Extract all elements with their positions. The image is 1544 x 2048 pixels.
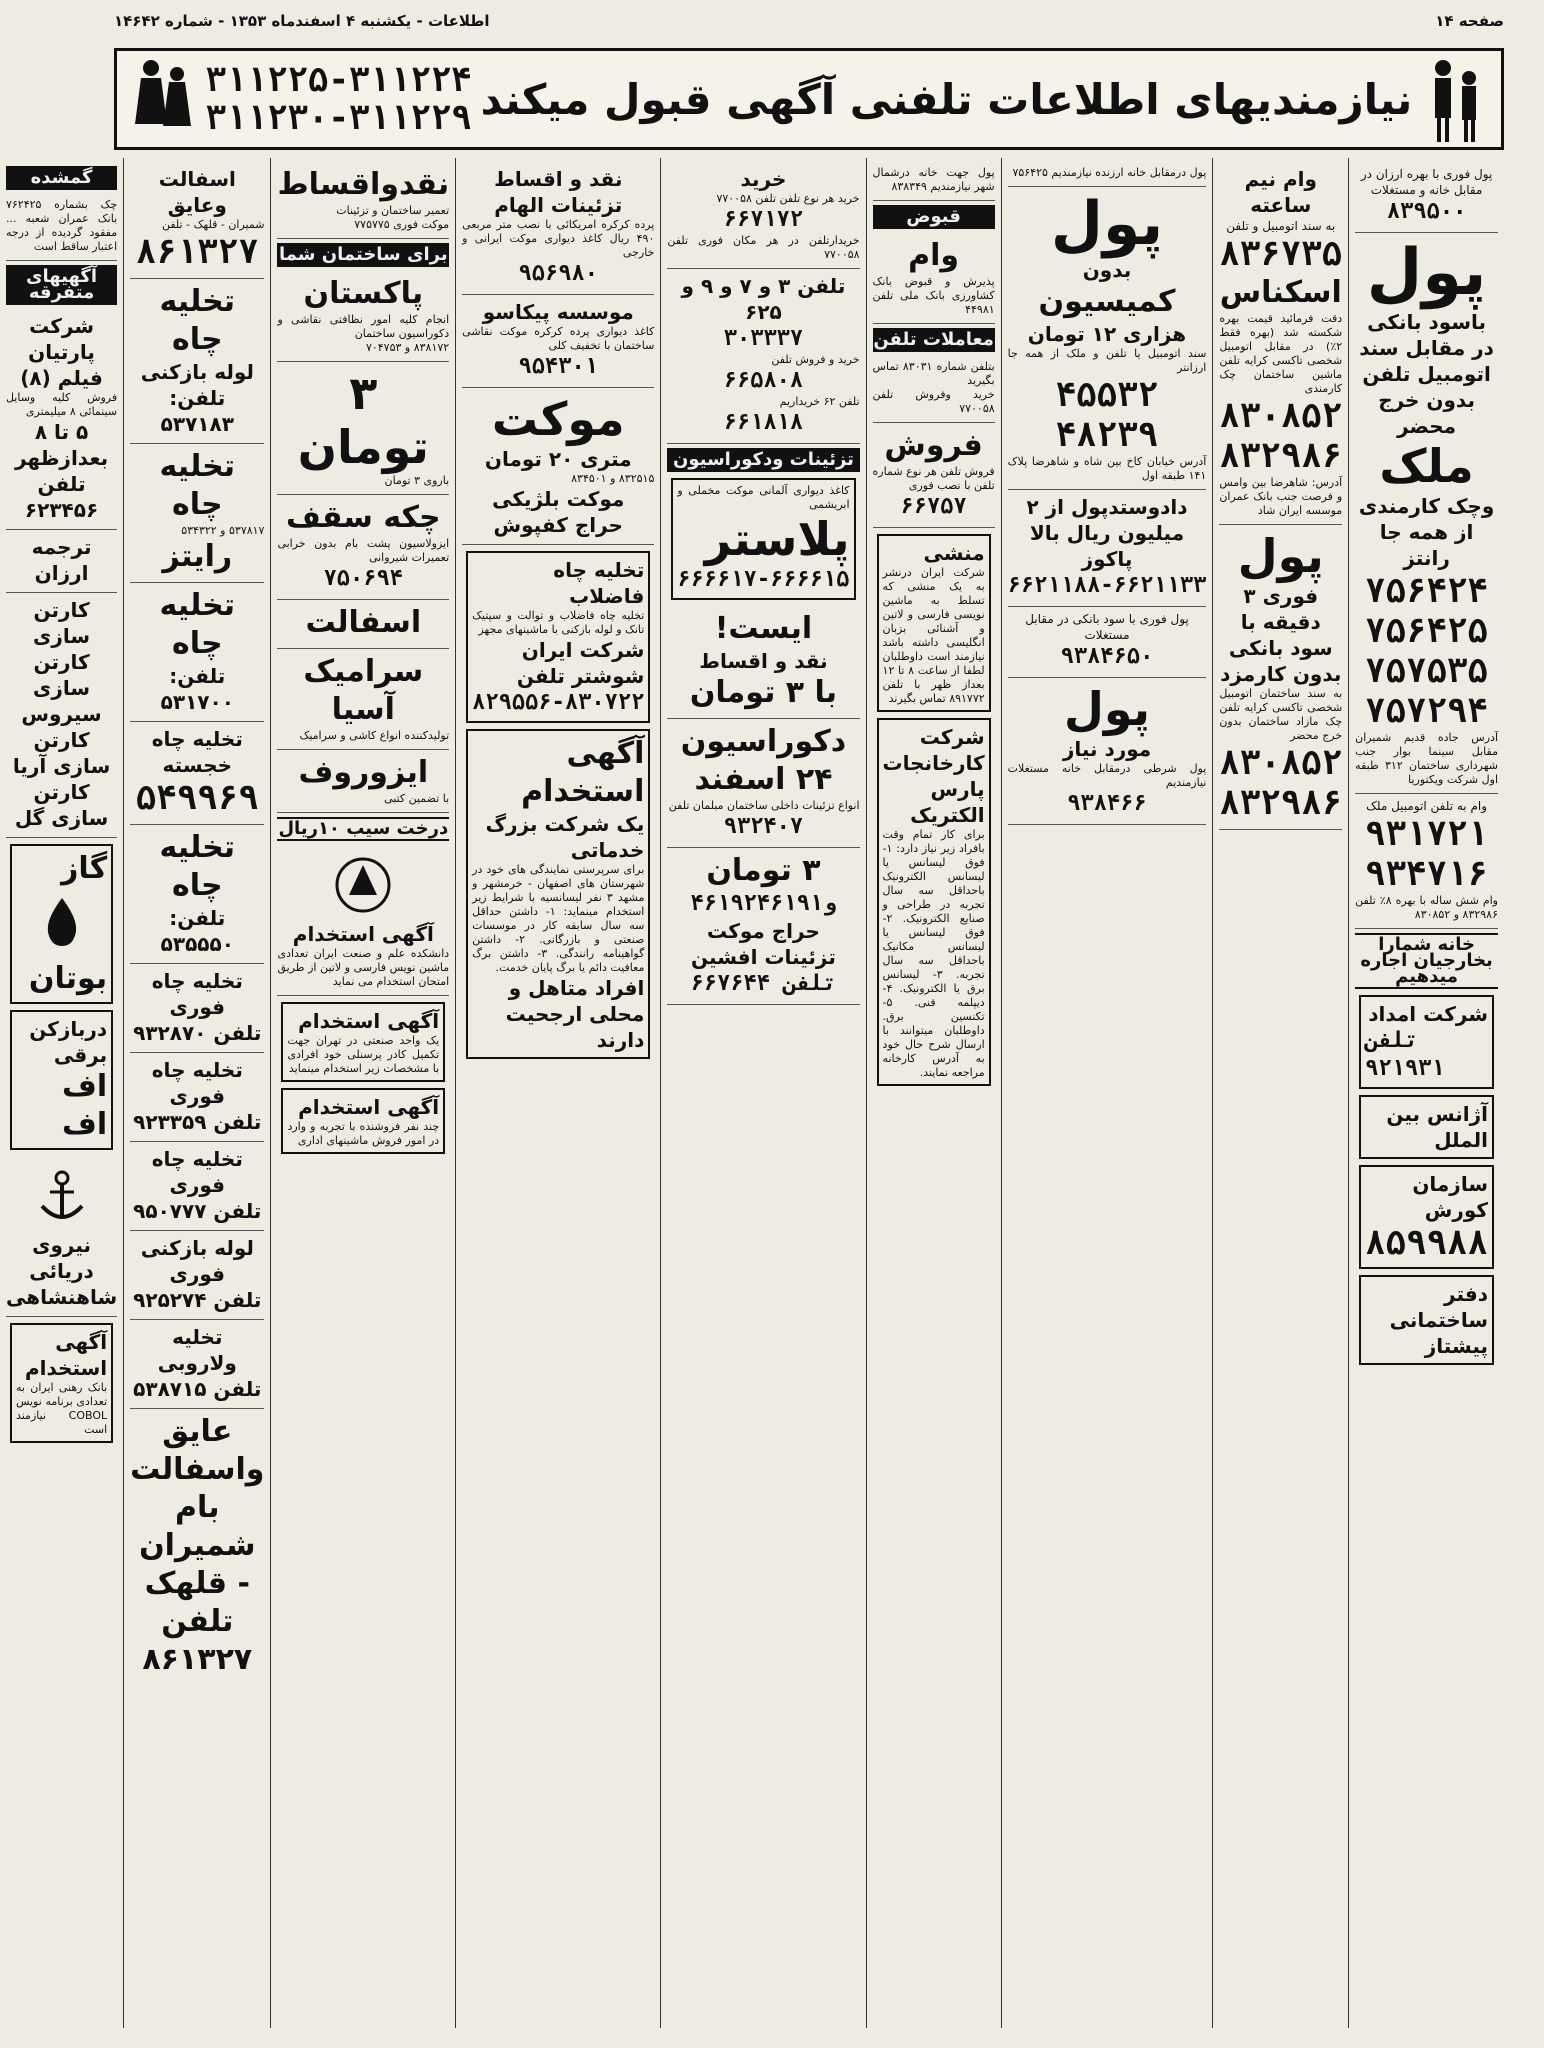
ad-moamelat — [873, 356, 995, 423]
ad-emdad — [1359, 995, 1494, 1089]
ad-text: نقد و اقساط — [494, 167, 623, 191]
column-2 — [1212, 158, 1348, 2028]
ad-text: شرکت ایران شوشتر تلفن — [516, 638, 645, 688]
ad-phone: ۹۳۱۷۲۱ — [1365, 814, 1488, 854]
ad-translation — [6, 530, 117, 593]
ad-phone: تلفن ۹۳۲۸۷۰ — [133, 1021, 262, 1045]
ad-takhliye-4 — [130, 825, 264, 964]
ad-headline: پول — [1050, 189, 1164, 259]
ad-text: لوله بازکنی — [140, 360, 254, 384]
women-illustration-icon — [127, 54, 197, 144]
ad-headline: آگهی استخدام — [24, 1330, 108, 1380]
ad-text: پول فوری با بهره ارزان در مقابل خانه و مستغلات — [1360, 167, 1493, 197]
ad-fazlab — [466, 551, 650, 723]
ad-phone: ۵۳۷۸۱۷ و ۵۳۴۳۲۲ — [181, 524, 265, 537]
ad-headline: ۳ تومان — [297, 366, 429, 474]
ad-international — [1359, 1095, 1494, 1159]
ad-carton — [6, 593, 117, 838]
ad-moket — [462, 388, 654, 545]
ad-headline: شرکت امداد — [1368, 1002, 1488, 1026]
ad-phone: ۸۳۰۸۵۲ — [1219, 396, 1343, 436]
issue-line: اطلاعات - یکشنبه ۴ اسفندماه ۱۳۵۳ - شماره ۱۴۶۴۲ — [114, 12, 490, 30]
section-lost: گمشده — [6, 166, 117, 190]
ad-lolebazkon — [130, 1231, 264, 1320]
column-6 — [455, 158, 660, 2028]
ad-text: بانک رهنی ایران به تعدادی برنامه نویس COBOL نیازمند است — [15, 1381, 108, 1436]
banner-phones — [206, 61, 472, 137]
ad-address: آدرس: شاهرضا بین وامس و فرصت جنب بانک عمران موسسه ایران شاد — [1219, 476, 1343, 517]
ad-text: کارتن سازی سیروس — [21, 650, 102, 726]
ad-phone: ۶۶۲۱۱۸۸-۶۶۲۱۱۳۳ — [1007, 573, 1207, 598]
ad-headline: کارتن سازی — [33, 598, 91, 648]
ad-cheke-saghf — [277, 495, 449, 600]
ad-headline: ۲۴ اسفند — [694, 762, 833, 797]
ad-lost-check — [6, 194, 117, 261]
ad-asphalt — [277, 600, 449, 649]
ad-headline: تخلیه چاه فاضلاب — [553, 558, 645, 608]
ad-headline: تلفن ۳ و ۷ و ۹ و ۶۲۵ — [681, 274, 846, 324]
ad-text: تخلیه چاه فاضلاب و توالت و سپتیک تانک و لوله بازکنی با ماشینهای مجهز — [472, 609, 645, 636]
ad-pool-needed — [1008, 678, 1207, 825]
ad-text: نقد و اقساط — [699, 649, 828, 673]
ad-half-hour-loan — [1219, 162, 1342, 525]
ad-phone: ۸۳۲۵۱۵ و ۸۳۴۵۰۱ — [571, 472, 655, 485]
rent-section-title: خانه شمارا بخارجیان اجاره میدهیم — [1355, 933, 1498, 989]
ad-headline: تخلیه چاه فوری — [151, 1147, 243, 1197]
ad-headline: دادوستدپول از ۲ میلیون ریال بالا پاکوز — [1026, 495, 1188, 571]
ad-elham — [462, 162, 654, 295]
ad-pool-bank — [1355, 233, 1498, 794]
page-label: صفحه ۱۴ — [1435, 12, 1504, 30]
ad-asphalt-aiegh — [130, 162, 264, 279]
ad-headline: تخلیه چاه — [159, 588, 236, 661]
ad-text: افراد متاهل و محلی ارجحیت دارند — [505, 976, 645, 1052]
ad-headline: آژانس بین الملل — [1386, 1102, 1488, 1152]
ad-kharid — [667, 162, 859, 269]
ad-phone: تلفن ۹۲۳۳۵۹ — [133, 1110, 262, 1134]
ad-text: فوری ۳ دقیقه با سود بانکی بدون کارمزد — [1220, 584, 1342, 686]
ad-headline: دفتر ساختمانی پیشتاز — [1389, 1282, 1488, 1358]
ad-headline: پول — [1237, 529, 1324, 583]
ad-phone: ۷۵۷۲۹۴ — [1365, 691, 1488, 731]
ad-izoroof — [277, 750, 449, 813]
ad-phone: ۸۳۲۹۸۶ — [1219, 783, 1343, 823]
ad-headline: حراج کفپوش — [493, 513, 623, 537]
ad-estekhdam-3 — [281, 1088, 445, 1154]
ad-apple-tree: درخت سیب ۱۰ریال — [278, 818, 449, 839]
ad-headline: پول — [1063, 682, 1151, 736]
ad-pishtaz — [1359, 1275, 1494, 1365]
ad-takhliye-5 — [130, 1142, 264, 1231]
ad-loan-intro — [1355, 162, 1498, 233]
ad-headline: تخلیه چاه — [159, 830, 236, 903]
ad-phone: تلفن: ۵۳۱۷۰۰ — [160, 664, 234, 714]
ad-headline: آگهی استخدام — [298, 1095, 440, 1119]
ad-text: خرید وفروش تلفن ۷۷۰۰۵۸ — [872, 388, 995, 415]
ad-takhliye-fori-2 — [130, 1053, 264, 1142]
ad-monshi — [877, 534, 991, 712]
ad-ist — [667, 606, 859, 719]
ad-headline: گاز — [61, 851, 108, 886]
ad-text: چند نفر فروشنده با تجربه و وارد در امور فروش ماشینهای اداری — [287, 1120, 440, 1147]
ad-phone: تلفن ۹۲۱۹۳۱ — [1365, 1028, 1445, 1081]
ad-headline: شرکت کارخانجات پارس الکتریک — [882, 725, 985, 827]
ad-takhliye-3 — [130, 583, 264, 722]
ad-text: پرده کرکره امریکائی با نصب متر مربعی ۴۹۰ ریال کاغذ دیواری موکت ایرانی و خارجی — [462, 218, 655, 259]
university-logo-icon — [277, 855, 449, 915]
ad-phone: ۷۵۶۴۲۴ — [1365, 571, 1488, 611]
ad-headline: اسکناس — [1219, 275, 1342, 310]
section-misc: آگهیهای متفرقه — [6, 265, 117, 305]
ad-no-commission — [1008, 187, 1207, 490]
ad-seramik — [277, 649, 449, 750]
ad-headline: ایزوروف — [298, 755, 429, 790]
ad-text: به سند اتومبیل و تلفن — [1226, 219, 1336, 233]
ad-headline: اسفالت — [305, 605, 422, 640]
ad-phone: تلفن: ۵۳۵۵۵۰ — [160, 906, 234, 956]
ad-phone: ۳۰۳۳۳۷ — [723, 326, 804, 351]
ad-phone: ۷۵۰۶۹۴ — [323, 566, 404, 591]
ad-headline: چکه سقف — [286, 500, 441, 535]
ad-text: فروش تلفن هر نوع شماره تلفن با نصب فوری — [872, 465, 995, 492]
ad-headline: وام — [908, 238, 960, 273]
ad-phone: تلفن ۶۲۳۴۵۶ — [24, 472, 99, 522]
ad-vam — [873, 233, 995, 324]
ad-phone: تلفن ۵۳۸۷۱۵ — [133, 1377, 262, 1401]
classifieds-grid — [5, 158, 1504, 2028]
ad-phone: ۴۸۲۳۹ — [1055, 415, 1159, 455]
ad-picaso — [462, 295, 654, 388]
ad-phone: تلفن ۸۶۱۳۲۷ — [142, 1604, 253, 1677]
ad-phone: ۸۳۹۵۰۰ — [1386, 199, 1467, 224]
ad-text: کارتن سازی آریا — [12, 728, 111, 778]
ad-plaster — [671, 478, 855, 600]
ad-headline: موکت — [491, 392, 625, 446]
column-7 — [270, 158, 455, 2028]
ad-text: هزاری ۱۲ تومان — [1027, 322, 1187, 346]
ad-headline: با ۳ تومان — [689, 675, 838, 710]
ad-text: انواع تزئینات داخلی ساختمان مبلمان تلفن — [668, 799, 860, 812]
ad-phone: ۶۶۷۵۷ — [900, 494, 967, 519]
ad-door-opener — [10, 1010, 113, 1150]
ad-3toman — [667, 848, 859, 1005]
ad-headline: لوله بازکنی فوری — [140, 1236, 254, 1286]
ad-headline: پاکستان — [303, 276, 424, 311]
ad-phone: ۸۳۰۸۵۲ — [1219, 743, 1343, 783]
ad-phone: ۸۳۲۹۸۶ — [1219, 436, 1343, 476]
ad-headline: تخلیه چاه — [159, 449, 236, 522]
ad-headline: نیروی دریائی شاهنشاهی — [5, 1233, 118, 1309]
ad-text: شمیران - قلهک — [139, 1528, 256, 1601]
ad-headline: تزئینات افشین — [691, 945, 836, 969]
ad-phone: ۸۲۹۵۵۶-۸۳۰۷۲۲ — [472, 690, 645, 715]
ad-butan-gas — [10, 844, 113, 1004]
ad-text: با تضمین کتبی — [384, 792, 450, 805]
ad-vali — [130, 1320, 264, 1409]
ad-headline: کمیسیون — [1038, 284, 1176, 319]
navy-anchor-icon — [6, 1166, 117, 1226]
ad-text: کاغذ دیواری آلمانی موکت مخملی و ابریشمی — [677, 484, 850, 511]
ad-phone: ۸۶۱۳۲۷ — [135, 232, 259, 272]
ad-vam — [1008, 607, 1207, 678]
ad-headline: عایق واسفالت بام — [130, 1414, 265, 1525]
ad-text: وام شش ساله با بهره ۸٪ تلفن ۸۳۲۹۸۶ و ۸۳۰۸۵۲ — [1355, 894, 1498, 921]
ad-pool-3min — [1219, 525, 1342, 830]
ad-text: تولیدکننده انواع کاشی و سرامیک — [299, 729, 450, 742]
ad-text: ۵ تا ۸ بعدازظهر — [14, 420, 109, 470]
ad-text: پول جهت خانه درشمال شهر نیازمندیم ۸۳۸۳۴۹ — [872, 166, 995, 193]
ad-headline: آگهی استخدام — [521, 736, 645, 809]
ad-headline: تخلیه چاه فوری — [151, 1058, 243, 1108]
ad-headline: تخلیه چاه خجسته — [151, 727, 243, 777]
page-header — [114, 12, 1504, 36]
ad-dado — [1008, 490, 1207, 607]
ad-phone: ۷۵۷۵۳۵ — [1365, 651, 1488, 691]
ad-phone: تلفن: ۵۳۷۱۸۳ — [160, 386, 234, 436]
ad-headline: مورد نیاز — [1062, 737, 1152, 761]
ad-naghd-aghsat — [277, 162, 449, 239]
ad-car-loan — [1355, 794, 1498, 929]
gas-flame-icon — [16, 894, 107, 954]
ad-headline: ۳ تومان — [706, 853, 821, 888]
ad-text: شمیران - قلهک - تلفن — [161, 218, 265, 231]
ad-headline: ملک — [1379, 439, 1474, 493]
ad-headline: تزئینات الهام — [494, 193, 623, 217]
ad-3toman — [277, 362, 449, 495]
ad-text: خرید و فروش تلفن — [771, 353, 860, 366]
ad-phone: ۴۵۵۳۲ — [1055, 375, 1159, 415]
section-zinat: تزئینات ودکوراسیون — [667, 448, 859, 472]
ad-headline: تخلیه چاه فوری — [151, 969, 243, 1019]
ad-address: آدرس خیابان کاخ بین شاه و شاهرضا پلاک ۱۴۱ طبقه اول — [1007, 455, 1207, 482]
ad-text: بتلفن شماره ۸۳۰۳۱ تماس بگیرید — [872, 360, 995, 387]
ad-text: چک بشماره ۷۶۲۴۲۵ بانک عمران شعبه ... مفقود گردیده از درجه اعتبار ساقط است — [5, 198, 118, 253]
ad-headline: منشی — [923, 541, 985, 565]
ad-text: یک شرکت بزرگ خدماتی — [485, 812, 645, 862]
ad-text: تلفن ۶۲ خریداریم — [779, 395, 860, 408]
ad-text: برای کار تمام وقت بافراد زیر نیاز دارد: ۱- فوق لیسانس یا لیسانس الکترونیک باحداقل سه سال تجربه در طراحی و صنایع الکترونیک. ۲- فوق لیسانس یا لیسانس مکانیک باحداقل سه سال تجربه. ۳- لیسانس برق یا الکترونیک. ۴- دیپلمه فنی. ۵- تکنسین برق. داوطلبان میتوانند با ارسال شرح حال خود به آدرس کارخانه مراجعه نمایند. — [882, 828, 985, 1079]
ad-phone: ۶۶۷۱۷۲ — [723, 207, 804, 232]
ad-headline: پلاستر — [704, 512, 850, 566]
section-for-building: برای ساختمان شما — [278, 244, 448, 265]
ad-headline: ترجمه ارزان — [31, 535, 92, 585]
ad-aiegh-bam — [130, 1409, 264, 1685]
ad-navy — [6, 1156, 117, 1317]
ad-text: کاغذ دیواری پرده کرکره موکت نقاشی ساختمان با تخفیف کلی — [462, 325, 655, 352]
section-ghobooz: قبوض — [873, 205, 995, 229]
ad-headline: بوتان — [28, 961, 108, 996]
ad-headline: فیلم (۸) — [20, 366, 103, 390]
ad-phone: ۸۳۶۷۳۵ — [1219, 234, 1343, 274]
section-moamelat: معاملات تلفن — [873, 329, 994, 350]
banner-title: نیازمندیهای اطلاعات تلفنی آگهی قبول میکند — [480, 74, 1413, 124]
ad-headline: تخلیه چاه — [159, 284, 236, 357]
ad-phone: تلفن ۹۲۵۲۷۴ — [133, 1288, 262, 1312]
ad-headline: رایتز — [162, 539, 233, 574]
ad-text: پول فوری با سود بانکی در مقابل مستغلات — [1025, 612, 1189, 642]
ad-headline: دکوراسیون — [680, 724, 847, 759]
ad-headline: آگهی استخدام — [292, 922, 434, 946]
ad-text: تعمیر ساختمان و تزئینات — [336, 204, 450, 217]
banner-phones-line2: ۳۱۱۲۳۰-۳۱۱۲۲۹ — [205, 98, 472, 138]
ad-text: شرکت ایران درنشر به یک منشی که تسلط به ماشین نویسی فارسی و لاتین و آشنائی بزبان انگلیسی داشته باشد نیازمند است داوطلبان لطفا از ساعت ۸ تا ۱۲ بعداز ظهر با تلفن ۸۹۱۷۷۲ تماس بگیرند — [882, 566, 985, 705]
ad-text: بدون — [1082, 258, 1132, 282]
ad-headline: وام نیم ساعته — [1244, 167, 1317, 217]
ad-bank-estekhdam — [10, 1323, 113, 1443]
ad-takhliye-fori — [130, 964, 264, 1053]
ad-phone: ۶۶۵۸۰۸ — [723, 368, 804, 393]
ad-phone: ۹۵۴۳۰۱ — [518, 354, 598, 379]
ad-korosh — [1359, 1165, 1494, 1269]
ad-text: ایزولاسیون پشت بام بدون خرابی تعمیرات شیروانی — [277, 537, 450, 564]
ad-text: باروی ۳ تومان — [384, 474, 450, 487]
ad-phone: ۹۳۲۴۰۷ — [723, 814, 804, 839]
ad-text: وچک کارمندی از همه جا رانتز — [1358, 494, 1495, 570]
ad-top — [1008, 162, 1207, 187]
ad-text: یک واحد صنعتی در تهران جهت تکمیل کادر پرسنلی خود افرادی با مشخصات زیر استخدام مینماید — [287, 1034, 440, 1075]
family-illustration-icon — [1421, 54, 1491, 144]
ad-phone: تلفن ۶۶۷۶۴۴ — [690, 971, 837, 996]
ad-phone: تلفن ۹۵۰۷۷۷ — [133, 1199, 262, 1223]
ad-text: پول شرطی درمقابل خانه مستغلات نیازمندیم — [1007, 762, 1207, 789]
ad-headline: نقدواقساط — [277, 167, 450, 202]
ad-phone: ۶۶۶۶۱۷-۶۶۶۶۱۵ — [677, 567, 850, 592]
ad-khojaste — [130, 722, 264, 825]
ad-pakestan — [277, 271, 449, 362]
ad-text: پول درمقابل خانه ارزنده نیازمندیم ۷۵۶۴۲۵ — [1012, 166, 1207, 179]
ad-phone: ۵۴۹۹۶۹ — [135, 778, 259, 818]
ad-takhliye-2 — [130, 444, 264, 583]
ad-phone: ۶۶۱۸۱۸ — [723, 410, 804, 435]
ad-estekhdam-2 — [281, 1002, 445, 1082]
ad-text: انجام کلیه امور نظافتی نقاشی و دکوراسیون ساختمان — [277, 313, 450, 340]
ad-headline: شرکت پارتیان — [28, 314, 95, 364]
ad-text: متری ۲۰ تومان — [484, 447, 632, 471]
ad-headline: پول — [1366, 236, 1487, 310]
ad-phone: ۴۶۱۹۲و۴۶۱۹۱ — [690, 891, 837, 916]
ad-address: آدرس جاده قدیم شمیران مقابل سینما بوار جنب شهرداری ساختمان ۳۱۲ طبقه اول شرکت ویکتوریا — [1355, 731, 1498, 786]
ad-phone: ۷۵۶۴۲۵ — [1365, 611, 1488, 651]
ad-takhliye — [130, 279, 264, 444]
column-3 — [1001, 158, 1213, 2028]
ad-text: وام به تلفن اتومبیل ملک — [1366, 799, 1488, 813]
column-1 — [1348, 158, 1504, 2028]
ad-text: خرید هر نوع تلفن تلفن ۷۷۰۰۵۸ — [716, 192, 860, 205]
ad-headline: موسسه پیکاسو — [482, 300, 634, 324]
ad-forush — [873, 423, 995, 528]
ad-headline: فروش — [884, 428, 983, 463]
ad-text: دقت فرمائید قیمت بهره شکسته شد (بهره فقط ۲٪) در مقابل اتومبیل شخصی تاکسی کرایه تلفن ماشین ساختمان چک کارمندی — [1219, 312, 1343, 395]
ad-decor — [667, 719, 859, 848]
ad-phone: ۹۳۸۴۶۵۰ — [1060, 644, 1154, 669]
ad-phone: ۹۳۴۷۱۶ — [1365, 854, 1488, 894]
ad-headline: اف اف — [62, 1069, 108, 1142]
column-4 — [866, 158, 1001, 2028]
ad-text: پذیرش و قبوض بانک کشاورزی بانک ملی تلفن ۴۴۹۸۱ — [872, 275, 995, 316]
ad-text: خریدارتلفن در هر مکان فوری تلفن ۷۷۰۰۵۸ — [667, 234, 860, 261]
ad-headline: ایست! — [714, 611, 813, 646]
ad-headline: سازمان کورش — [1412, 1172, 1488, 1222]
ad-text: دانشکده علم و صنعت ایران تعدادی ماشین نویس فارسی و لاتین از طریق امتحان استخدام می نماید — [277, 947, 450, 988]
ad-university — [277, 845, 449, 996]
ad-headline: حراج موکت — [707, 919, 820, 943]
ad-estekhdam — [466, 729, 650, 1059]
ad-pars-electric — [877, 718, 991, 1086]
classifieds-banner — [114, 48, 1504, 150]
ad-text: کارتن سازی گل — [14, 780, 109, 830]
ad-text: موکت فوری ۷۷۵۷۷۵ — [354, 218, 450, 231]
column-8 — [123, 158, 270, 2028]
ad-phone: ۹۵۶۹۸۰ — [518, 261, 598, 286]
ad-phone: ۸۵۹۹۸۸ — [1365, 1223, 1488, 1263]
ad-headline: تخلیه ولاروبی — [157, 1325, 237, 1375]
column-9 — [0, 158, 123, 2028]
ad-text: باسود بانکی در مقابل سند اتومبیل تلفن بدون خرج محضر — [1359, 310, 1494, 438]
banner-phones-line1: ۳۱۱۲۲۵-۳۱۱۲۲۴ — [205, 60, 472, 100]
ad-kharid-top — [873, 162, 995, 201]
ad-text: فروش کلیه وسایل سینمائی ۸ میلیمتری — [5, 391, 118, 418]
ad-text: به سند ساختمان اتومبیل شخصی تاکسی کرایه تلفن چک مازاد ساختمان بدون خرج محضر — [1219, 687, 1343, 742]
column-5 — [660, 158, 865, 2028]
ad-text: سند اتومبیل یا تلفن و ملک از همه جا ارزانتر — [1007, 347, 1207, 374]
ad-headline: سرامیک آسیا — [303, 654, 424, 727]
ad-tel — [667, 269, 859, 444]
ad-headline: موکت بلژیکی — [492, 487, 625, 511]
ad-phone: ۸۳۸۱۷۲ و ۷۰۴۷۵۳ — [365, 341, 450, 354]
ad-headline: دربازکن برقی — [29, 1017, 108, 1067]
ad-headline: خرید — [740, 167, 787, 191]
ad-headline: آگهی استخدام — [298, 1009, 440, 1033]
ad-headline: اسفالت وعایق — [158, 167, 236, 217]
ad-text: برای سرپرستی نمایندگی های خود در شهرستان های اصفهان - خرمشهر و مشهد ۳ نفر لیسانسیه با شرایط زیر استخدام مینماید: ۱- داشتن حداقل سه سال سابقه کار در موسسات صنعتی و بازرگانی. ۲- داشتن گواهینامه رانندگی. ۳- داشتن برگ معافیت دائم یا برگ پایان خدمت. — [472, 863, 645, 974]
newspaper-page — [5, 0, 1544, 2048]
ad-phone: ۹۳۸۴۶۶ — [1067, 791, 1147, 816]
ad-partyan — [6, 309, 117, 530]
